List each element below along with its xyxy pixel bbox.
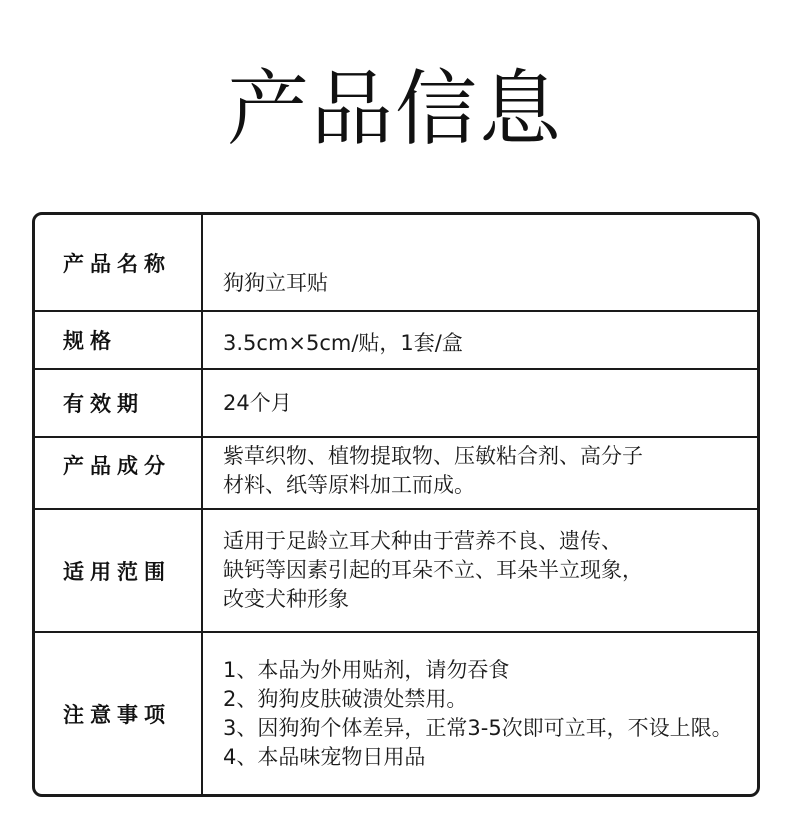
note-number: 3、: [223, 715, 258, 740]
list-item: [223, 714, 739, 743]
list-item: [223, 685, 739, 714]
row-value-validity: 24个月: [223, 390, 292, 415]
list-item: [223, 743, 739, 772]
row-value-spec: 3.5cm×5cm/贴，1套/盒: [223, 330, 463, 355]
row-label-validity: 有效期: [35, 370, 203, 436]
table-row: [35, 370, 757, 438]
row-value-scope: [203, 510, 757, 631]
page-title: 产品信息: [226, 62, 563, 157]
row-value-product-name: 狗狗立耳贴: [223, 271, 328, 295]
note-number: 2、: [223, 686, 258, 711]
scope-line: 改变犬种形象: [223, 587, 349, 611]
row-label-product-name: 产品名称: [35, 215, 203, 310]
table-row: [35, 633, 757, 794]
note-text: 因狗狗个体差异，正常3-5次即可立耳，不设上限。: [257, 715, 733, 740]
row-label-notes: 注意事项: [35, 633, 203, 794]
note-number: 4、: [223, 744, 258, 769]
note-text: 狗狗皮肤破溃处禁用。: [257, 686, 468, 711]
row-label-spec: 规格: [35, 312, 203, 368]
table-row: [35, 438, 757, 510]
list-item: [223, 656, 739, 685]
table-row: [35, 215, 757, 312]
row-value-notes: [203, 633, 757, 794]
table-row: [35, 312, 757, 370]
row-label-scope: 适用范围: [35, 510, 203, 631]
note-text: 本品为外用贴剂，请勿吞食: [257, 657, 510, 682]
ingredients-line: 紫草织物、植物提取物、压敏粘合剂、高分子: [223, 444, 643, 468]
scope-line: 适用于足龄立耳犬种由于营养不良、遗传、: [223, 529, 622, 553]
row-label-ingredients: 产品成分: [35, 438, 203, 508]
table-row: [35, 510, 757, 633]
notes-list: [223, 656, 739, 772]
ingredients-line: 材料、纸等原料加工而成。: [223, 473, 475, 497]
scope-line: 缺钙等因素引起的耳朵不立、耳朵半立现象，: [223, 558, 643, 582]
note-text: 本品味宠物日用品: [257, 744, 426, 769]
note-number: 1、: [223, 657, 258, 682]
row-value-ingredients: [203, 438, 757, 508]
product-info-table: [32, 212, 760, 797]
